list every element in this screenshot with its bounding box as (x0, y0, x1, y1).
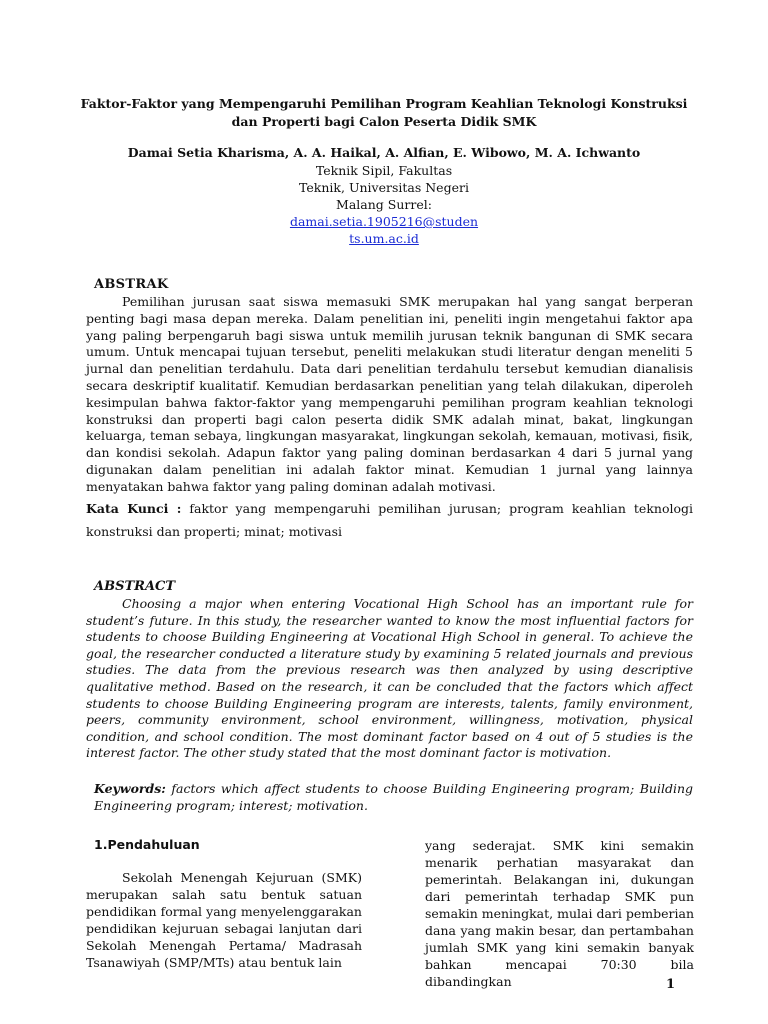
title-line-2: dan Properti bagi Calon Peserta Didik SMK (231, 114, 537, 129)
paper-title (80, 95, 688, 131)
email-link-line-2[interactable]: ts.um.ac.id (349, 231, 419, 246)
kata-kunci-text: faktor yang mempengaruhi pemilihan jurusan; program keahlian teknologi konstruksi dan properti; minat; motivasi (86, 501, 693, 539)
keywords (94, 781, 693, 814)
abstrak-heading: ABSTRAK (94, 277, 169, 292)
page-number: 1 (666, 977, 676, 992)
affiliation-line-1: Teknik Sipil, Fakultas (315, 163, 453, 178)
abstrak-body: Pemilihan jurusan saat siswa memasuki SMK merupakan hal yang sangat berperan penting bagi masa depan mereka. Dalam penelitian ini, peneliti ingin mengetahui faktor apa yang paling berpengaruh bagi siswa untuk memilih jurusan teknik bangunan di SMK secara umum. Untuk mencapai tujuan tersebut, peneliti melakukan studi literatur dengan meneliti 5 jurnal dan penelitian terdahulu. Data dari penelitian terdahulu tersebut kemudian dianalisis secara deskriptif kualitatif. Kemudian berdasarkan penelitian yang telah dilakukan, diperoleh kesimpulan bahwa faktor-faktor yang mempengaruhi pemilihan program keahlian teknologi konstruksi dan properti bagi calon peserta didik SMK adalah minat, bakat, lingkungan keluarga, teman sebaya, lingkungan masyarakat, lingkungan sekolah, kemauan, motivasi, fisik, dan kondisi sekolah. Adapun faktor yang paling dominan berdasarkan 4 dari 5 jurnal yang digunakan dalam penelitian ini adalah faktor minat. Kemudian 1 jurnal yang lainnya menyatakan bahwa faktor yang paling dominan adalah motivasi. (86, 294, 693, 494)
abstract-heading: ABSTRACT (94, 579, 176, 594)
title-line-1: Faktor-Faktor yang Mempengaruhi Pemilihan Program Keahlian Teknologi Konstruksi (80, 96, 688, 111)
keywords-text: factors which affect students to choose Building Engineering program; Building Engineering program; interest; motivation. (94, 781, 693, 813)
kata-kunci (86, 497, 693, 543)
affiliation-block (240, 162, 528, 247)
keywords-label: Keywords: (94, 781, 166, 796)
author-list: Damai Setia Kharisma, A. A. Haikal, A. Alfian, E. Wibowo, M. A. Ichwanto (127, 145, 641, 160)
abstract-body: Choosing a major when entering Vocational High School has an important rule for student’s future. In this study, the researcher wanted to know the most influential factors for students to choose Building Engineering at Vocational High School in general. To achieve the goal, the researcher conducted a literature study by examining 5 related journals and previous studies. The data from the previous research was then analyzed by using descriptive qualitative method. Based on the research, it can be concluded that the factors which affect students to choose Building Engineering program are interests, talents, family environment, peers, community environment, school environment, willingness, motivation, physical condition, and school condition. The most dominant factor based on 4 out of 5 studies is the interest factor. The other study stated that the most dominant factor is motivation. (86, 596, 693, 761)
intro-heading: 1.Pendahuluan (94, 837, 200, 852)
intro-left-column: Sekolah Menengah Kejuruan (SMK) merupakan salah satu bentuk satuan pendidikan formal yang menyelenggarakan pendidikan kejuruan sebagai lanjutan dari Sekolah Menengah Pertama/ Madrasah Tsanawiyah (SMP/MTs) atau bentuk lain (86, 870, 362, 970)
email-link-line-1[interactable]: damai.setia.1905216@studen (289, 214, 479, 229)
affiliation-line-3: Malang Surrel: (336, 197, 432, 212)
kata-kunci-label: Kata Kunci : (86, 501, 182, 516)
intro-right-column: yang sederajat. SMK kini semakin menarik perhatian masyarakat dan pemerintah. Belakangan ini, dukungan dari pemerintah terhadap SMK pun semakin meningkat, mulai dari pemberian dana yang makin besar, dan pertambahan jumlah SMK yang kini semakin banyak bahkan mencapai 70:30 bila dibandingkan (425, 838, 694, 989)
affiliation-line-2: Teknik, Universitas Negeri (299, 180, 469, 195)
